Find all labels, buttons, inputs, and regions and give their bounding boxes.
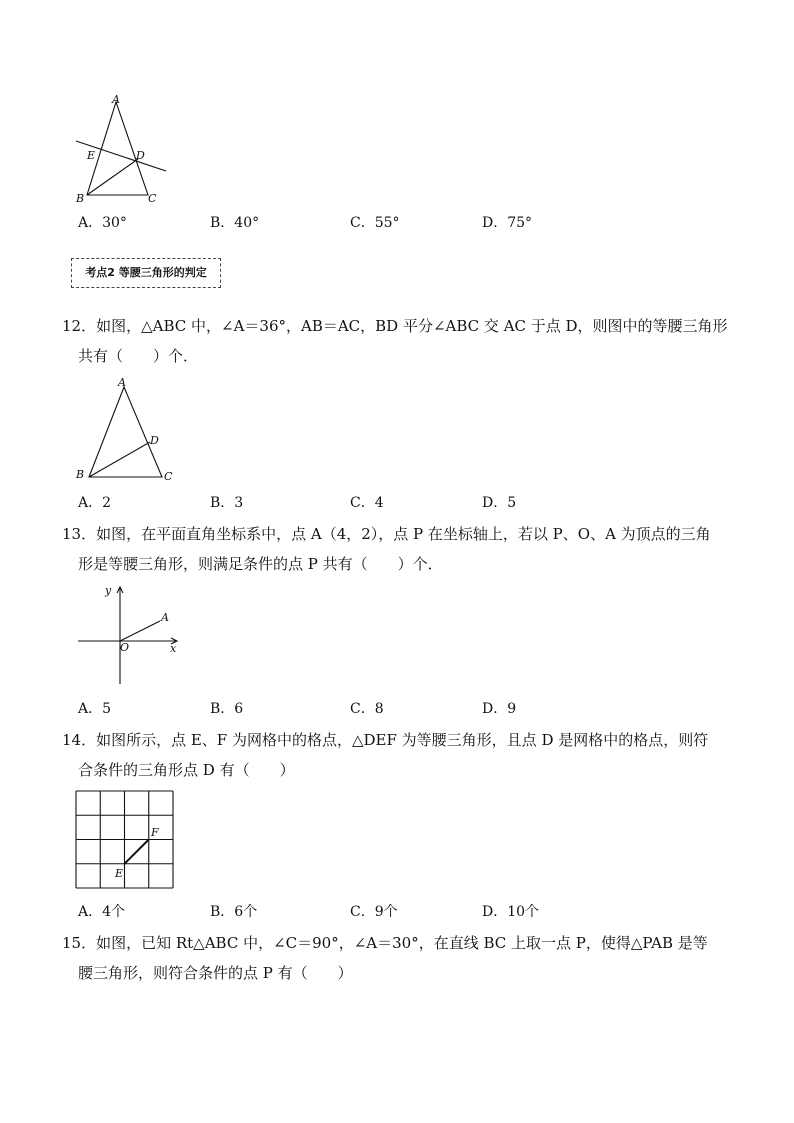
q14-grid-figure <box>76 791 176 891</box>
q13-option-b: B．6 <box>210 701 244 717</box>
q12-triangle <box>89 387 162 477</box>
q12-text-line1: 12．如图，△ABC 中，∠A＝36°，AB＝AC，BD 平分∠ABC 交 AC 于点 D，则图中的等腰三角形 <box>62 317 728 335</box>
q15-text-line1: 15．如图，已知 Rt△ABC 中，∠C＝90°，∠A＝30°，在直线 BC 上取一点 P，使得△PAB 是等 <box>62 934 708 952</box>
q12-text-line2: 共有（ ）个． <box>78 347 199 365</box>
q13-option-a: A．5 <box>78 701 112 717</box>
q11-label-c: C <box>148 192 157 205</box>
q12-label-d: D <box>150 434 159 447</box>
q13-label-x: x <box>170 642 177 655</box>
topic-box: 考点2 等腰三角形的判定 <box>71 258 221 288</box>
q12-figure <box>74 374 184 484</box>
q11-option-b: B．40° <box>210 215 260 231</box>
q12-label-b: B <box>76 468 85 481</box>
q13-option-c: C．8 <box>350 701 384 717</box>
q13-text-line2: 形是等腰三角形，则满足条件的点 P 共有（ ）个． <box>78 555 443 573</box>
q12-option-b: B．3 <box>210 495 244 511</box>
q11-figure <box>70 92 180 207</box>
q12-option-c: C．4 <box>350 495 384 511</box>
q12-segment-bd <box>89 442 150 477</box>
q11-option-c: C．55° <box>350 215 400 231</box>
q13-option-d: D．9 <box>482 701 517 717</box>
q15-text-line2: 腰三角形，则符合条件的点 P 有（ ） <box>78 964 353 982</box>
q13-label-o: O <box>120 641 130 654</box>
q14-option-c: C．9个 <box>350 904 398 920</box>
q12-option-d: D．5 <box>482 495 517 511</box>
q11-label-e: E <box>87 149 96 162</box>
q13-segment-oa <box>120 621 160 641</box>
q13-label-a: A <box>161 611 169 624</box>
q12-label-c: C <box>164 470 173 483</box>
q13-text-line1: 13．如图，在平面直角坐标系中，点 A（4，2），点 P 在坐标轴上，若以 P、O、A 为顶点的三角 <box>62 525 711 543</box>
q14-grid <box>76 791 173 888</box>
q14-option-a: A．4个 <box>78 904 126 920</box>
q13-figure <box>76 584 186 688</box>
q13-label-y: y <box>105 584 112 597</box>
q11-label-b: B <box>76 192 85 205</box>
q14-label-e: E <box>115 867 124 880</box>
q14-segment-ef <box>125 840 149 864</box>
q14-option-d: D．10个 <box>482 904 540 920</box>
q11-label-a: A <box>112 93 120 106</box>
q14-text-line2: 合条件的三角形点 D 有（ ） <box>78 761 295 779</box>
q14-option-b: B．6个 <box>210 904 258 920</box>
q12-label-a: A <box>118 376 126 389</box>
q11-label-d: D <box>136 149 145 162</box>
q11-option-a: A．30° <box>78 215 127 231</box>
q14-text-line1: 14．如图所示，点 E、F 为网格中的格点，△DEF 为等腰三角形，且点 D 是网格中的格点，则符 <box>62 731 709 749</box>
q14-label-f: F <box>151 826 159 839</box>
q12-option-a: A．2 <box>78 495 112 511</box>
q11-segment-bd <box>87 159 138 195</box>
q11-option-d: D．75° <box>482 215 533 231</box>
